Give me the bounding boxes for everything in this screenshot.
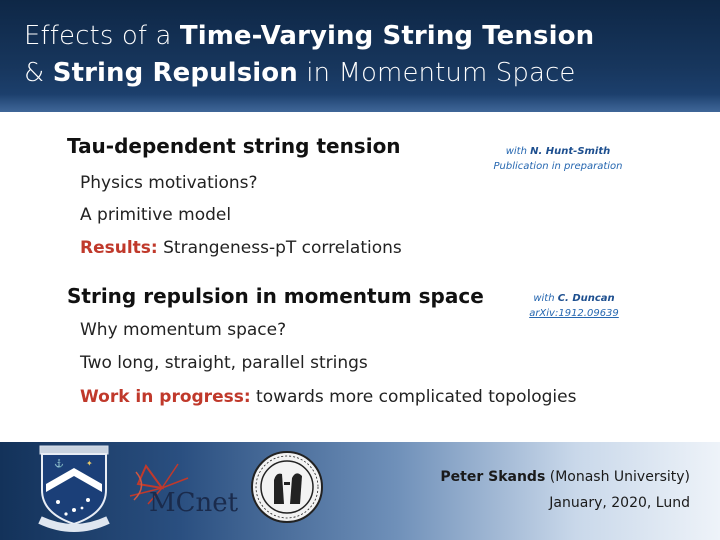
- section2-credit: [484, 291, 664, 321]
- section1-credit-prefix: with: [505, 146, 531, 157]
- arxiv-link[interactable]: arXiv:1912.09639: [529, 308, 619, 319]
- title-line1-plain: Effects of a: [24, 21, 180, 51]
- section1-credit-note: Publication in preparation: [493, 161, 623, 172]
- section2-title: String repulsion in momentum space: [67, 284, 484, 308]
- list-item: A primitive model: [80, 205, 232, 225]
- lund-seal-logo: [250, 450, 324, 524]
- section1-title: Tau-dependent string tension: [67, 134, 401, 158]
- monash-crest-logo: [36, 444, 112, 534]
- section2-credit-prefix: with: [533, 293, 558, 304]
- list-item: Why momentum space?: [80, 320, 287, 340]
- mcnet-label: MCnet: [149, 488, 239, 518]
- title-line2-amp: &: [24, 58, 53, 88]
- list-item: Two long, straight, parallel strings: [80, 353, 368, 373]
- section2-credit-name: C. Duncan: [557, 293, 615, 304]
- title-banner: [0, 0, 720, 112]
- list-item: Physics motivations?: [80, 173, 258, 193]
- title-line2-bold: String Repulsion: [52, 58, 298, 88]
- speaker-line: [440, 469, 690, 485]
- work-in-progress-label: Work in progress:: [80, 387, 251, 407]
- date-place: January, 2020, Lund: [549, 495, 690, 511]
- svg-text:⚓: ⚓: [54, 459, 64, 468]
- speaker-affiliation: (Monash University): [545, 469, 690, 485]
- banner-glow: [0, 94, 720, 112]
- results-label: Results:: [80, 238, 158, 258]
- list-item: Work in progress: towards more complicated topologies: [80, 387, 577, 407]
- slide-title: [24, 18, 594, 92]
- list-item: Results: Strangeness-pT correlations: [80, 238, 402, 258]
- section1-credit-name: N. Hunt-Smith: [530, 146, 611, 157]
- section1-credit: [468, 144, 648, 174]
- speaker-name: Peter Skands: [440, 469, 546, 485]
- title-line1-bold: Time-Varying String Tension: [179, 21, 595, 51]
- title-line2-plain: in Momentum Space: [297, 58, 576, 88]
- svg-text:✦: ✦: [86, 459, 93, 468]
